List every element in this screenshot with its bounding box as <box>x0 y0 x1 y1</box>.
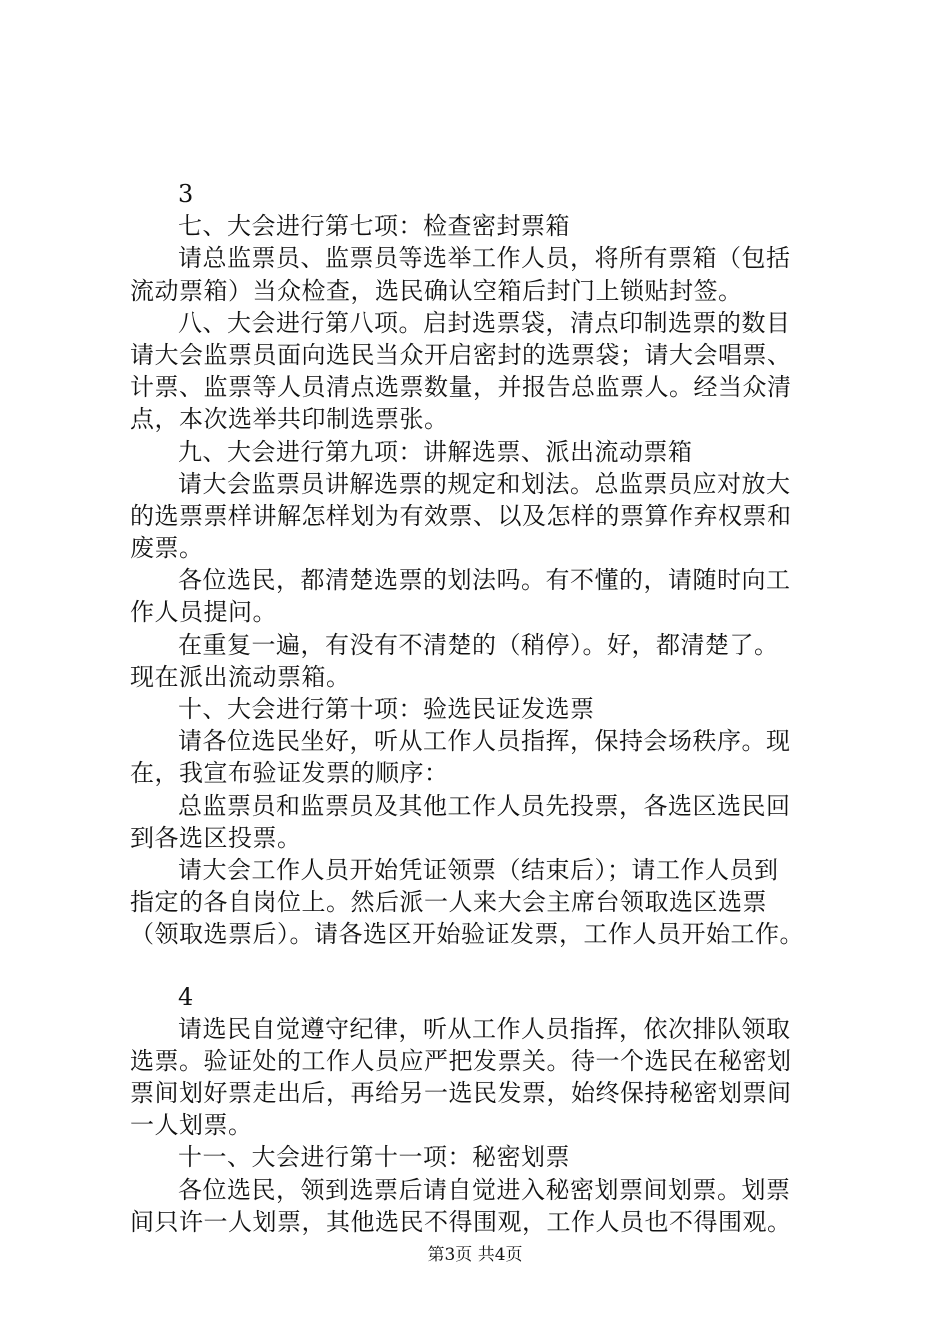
paragraph-line: 现在派出流动票箱。 <box>130 662 351 691</box>
paragraph-line: 到各选区投票。 <box>130 823 302 852</box>
document-body <box>130 178 850 1238</box>
paragraph-line: 流动票箱）当众检查，选民确认空箱后封门上锁贴封签。 <box>130 276 743 305</box>
paragraph-first-line: 各位选民，都清楚选票的划法吗。有不懂的，请随时向工 <box>178 566 791 595</box>
paragraph-first-line: 请总监票员、监票员等选举工作人员，将所有票箱（包括 <box>178 244 791 273</box>
paragraph-first-line: 请选民自觉遵守纪律，听从工作人员指挥，依次排队领取 <box>178 1014 791 1043</box>
paragraph-line: 选票。验证处的工作人员应严把发票关。待一个选民在秘密划 <box>130 1046 792 1075</box>
paragraph-line: 间只许一人划票，其他选民不得围观，工作人员也不得围观。 <box>130 1207 792 1236</box>
paragraph-first-line: 请大会工作人员开始凭证领票（结束后）；请工作人员到 <box>178 855 779 884</box>
paragraph-first-line: 总监票员和监票员及其他工作人员先投票，各选区选民回 <box>178 791 791 820</box>
source-page-number: 3 <box>178 180 194 208</box>
paragraph-first-line: 十一、大会进行第十一项：秘密划票 <box>178 1143 570 1172</box>
paragraph-line: 作人员提问。 <box>130 598 277 627</box>
paragraph-line: （领取选票后）。请各选区开始验证发票，工作人员开始工作。 <box>130 920 804 949</box>
paragraph-first-line: 九、大会进行第九项：讲解选票、派出流动票箱 <box>178 437 693 466</box>
paragraph-first-line: 十、大会进行第十项：验选民证发选票 <box>178 695 595 723</box>
paragraph-first-line: 各位选民，领到选票后请自觉进入秘密划票间划票。划票 <box>178 1175 791 1204</box>
page-footer: 第3页 共4页 <box>427 1245 523 1265</box>
paragraph-line: 请大会监票员面向选民当众开启密封的选票袋；请大会唱票、 <box>130 340 792 369</box>
source-page-number: 4 <box>178 982 194 1011</box>
paragraph-line: 计票、监票等人员清点选票数量，并报告总监票人。经当众清 <box>130 373 792 402</box>
paragraph-line: 在，我宣布验证发票的顺序： <box>130 759 449 788</box>
paragraph-first-line: 请大会监票员讲解选票的规定和划法。总监票员应对放大 <box>178 469 791 498</box>
paragraph-first-line: 七、大会进行第七项：检查密封票箱 <box>178 212 570 241</box>
paragraph-first-line: 八、大会进行第八项。启封选票袋，清点印制选票的数目 <box>178 308 791 337</box>
paragraph-line: 一人划票。 <box>130 1111 253 1140</box>
paragraph-line: 票间划好票走出后，再给另一选民发票，始终保持秘密划票间 <box>130 1079 792 1108</box>
paragraph-first-line: 在重复一遍，有没有不清楚的（稍停）。好，都清楚了。 <box>178 630 779 659</box>
paragraph-line: 指定的各自岗位上。然后派一人来大会主席台领取选区选票 <box>130 888 767 917</box>
section-gap <box>130 951 850 981</box>
paragraph-line: 废票。 <box>130 534 204 563</box>
paragraph-line: 的选票票样讲解怎样划为有效票、以及怎样的票算作弃权票和 <box>130 501 792 530</box>
paragraph-first-line: 请各位选民坐好，听从工作人员指挥，保持会场秩序。现 <box>178 727 791 756</box>
paragraph-line: 点，本次选举共印制选票张。 <box>130 405 449 434</box>
